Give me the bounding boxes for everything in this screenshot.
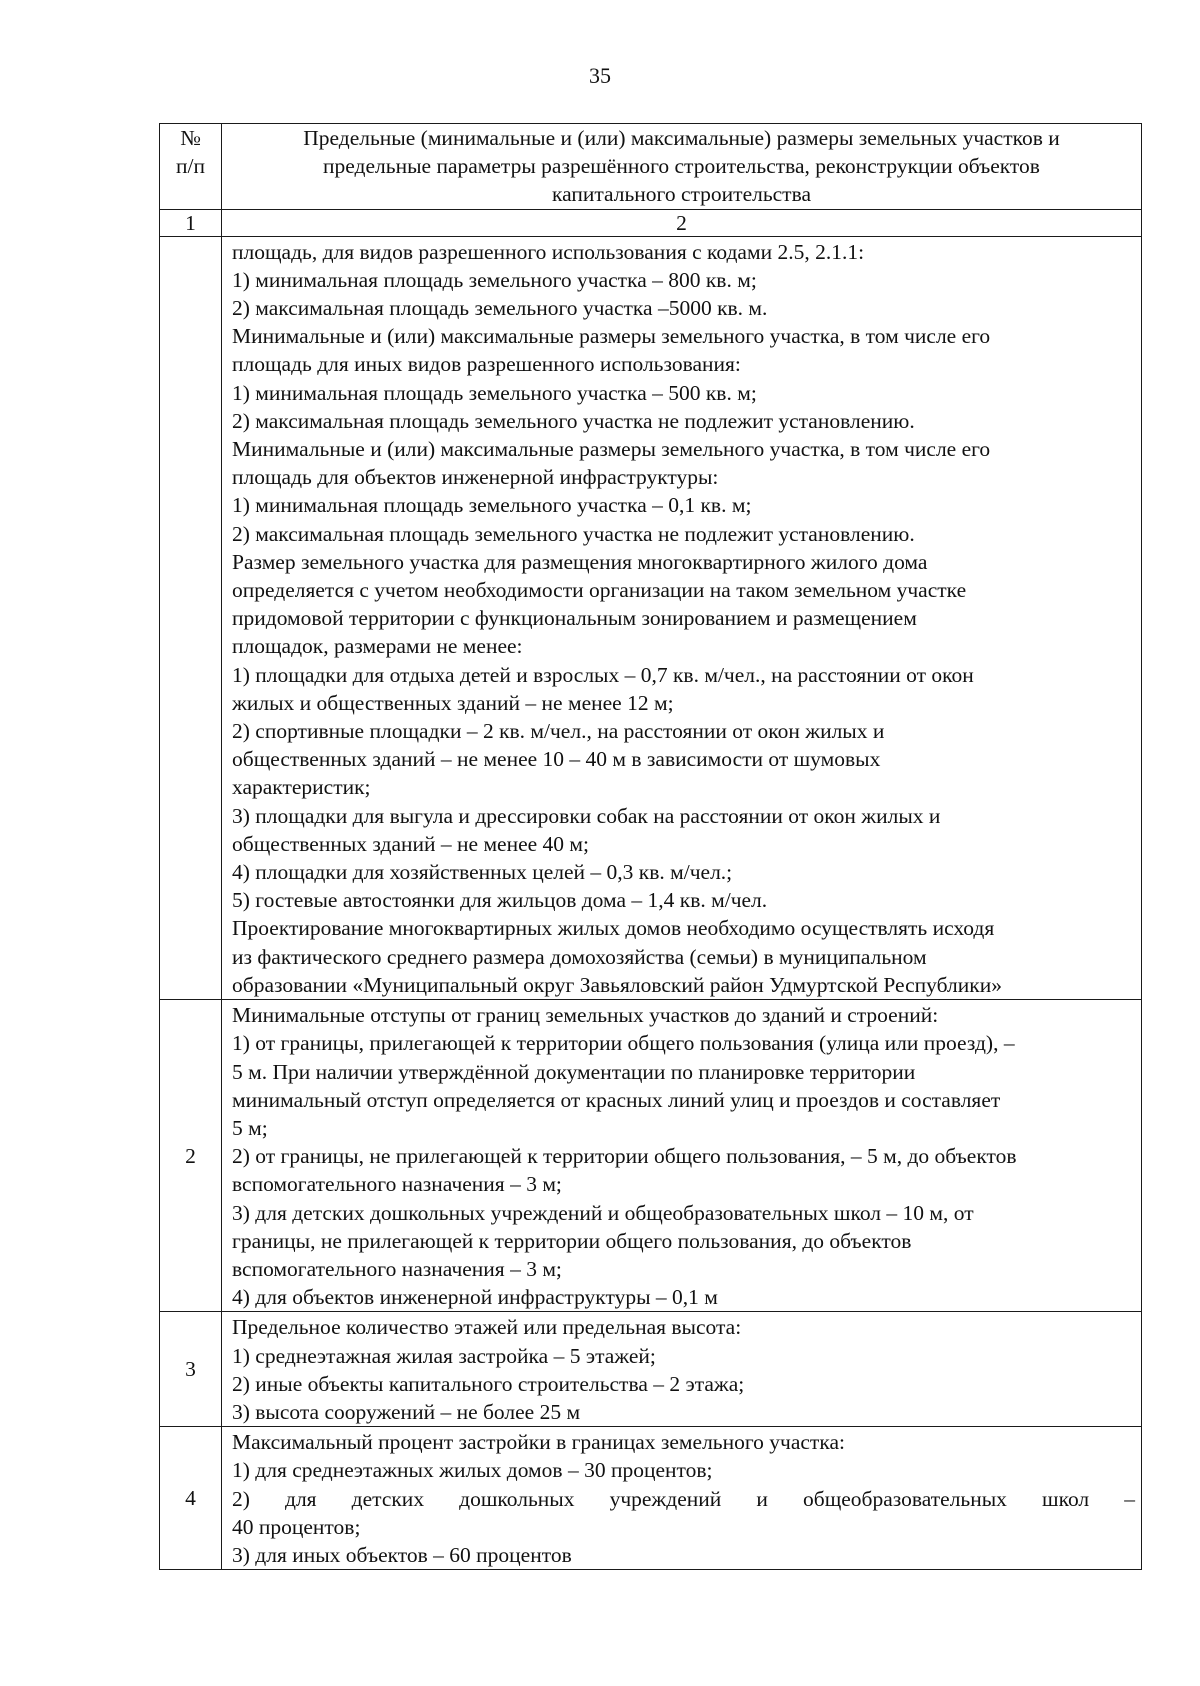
column-index-1: 1 (160, 209, 222, 236)
content-line: Проектирование многоквартирных жилых домов необходимо осуществлять исходя (232, 916, 995, 941)
row-content-cell (222, 1000, 1142, 1312)
content-line: 5 м; (232, 1115, 268, 1140)
content-line: Минимальные отступы от границ земельных участков до зданий и строений: (232, 1003, 939, 1028)
content-line: 3) для детских дошкольных учреждений и общеобразовательных школ – 10 м, от (232, 1200, 974, 1225)
content-line: Минимальные и (или) максимальные размеры земельного участка, в том числе его (232, 437, 991, 462)
row-number-cell: 3 (160, 1312, 222, 1427)
content-line: 1) минимальная площадь земельного участка – 0,1 кв. м; (232, 493, 752, 518)
content-line: 2) максимальная площадь земельного участка не подлежит установлению. (232, 521, 915, 546)
content-line: 4) площадки для хозяйственных целей – 0,3 кв. м/чел.; (232, 860, 733, 885)
content-line: 5) гостевые автостоянки для жильцов дома – 1,4 кв. м/чел. (232, 888, 768, 913)
table-row (160, 236, 1142, 999)
header-title-line: Предельные (минимальные и (или) максимальные) размеры земельных участков и (303, 126, 1060, 150)
content-line: 1) минимальная площадь земельного участка – 500 кв. м; (232, 380, 757, 405)
content-line: 3) высота сооружений – не более 25 м (232, 1399, 581, 1424)
content-line: из фактического среднего размера домохозяйства (семьи) в муниципальном (232, 944, 927, 969)
row-number-cell: 4 (160, 1427, 222, 1570)
content-line: минимальный отступ определяется от красных линий улиц и проездов и составляет (232, 1087, 1001, 1112)
content-line: Предельное количество этажей или предельная высота: (232, 1315, 742, 1340)
content-line: 1) минимальная площадь земельного участка – 800 кв. м; (232, 267, 757, 292)
content-line: 1) среднеэтажная жилая застройка – 5 этажей; (232, 1343, 656, 1368)
table-header-row (160, 124, 1142, 210)
regulations-table (159, 123, 1142, 1570)
content-line: образовании «Муниципальный округ Завьяловский район Удмуртской Республики» (232, 972, 1002, 997)
content-line: Максимальный процент застройки в границах земельного участка: (232, 1430, 845, 1455)
content-line: Размер земельного участка для размещения многоквартирного жилого дома (232, 549, 928, 574)
content-line: 1) площадки для отдыха детей и взрослых – 0,7 кв. м/чел., на расстоянии от окон (232, 662, 974, 687)
row-content-cell (222, 236, 1142, 999)
content-line: 3) площадки для выгула и дрессировки собак на расстоянии от окон жилых и (232, 803, 941, 828)
row-content-cell (222, 1427, 1142, 1570)
content-line: 2) от границы, не прилегающей к территории общего пользования, – 5 м, до объектов (232, 1144, 1017, 1169)
content-line: 4) для объектов инженерной инфраструктуры – 0,1 м (232, 1285, 718, 1310)
row-content-cell (222, 1312, 1142, 1427)
content-line: 3) для иных объектов – 60 процентов (232, 1542, 572, 1567)
table-body (160, 236, 1142, 1570)
content-line: общественных зданий – не менее 40 м; (232, 831, 590, 856)
table-row (160, 1312, 1142, 1427)
content-line: 5 м. При наличии утверждённой документации по планировке территории (232, 1059, 916, 1084)
header-number-cell (160, 124, 222, 210)
header-number-sublabel: п/п (176, 154, 205, 179)
column-index-row (160, 209, 1142, 236)
content-line: границы, не прилегающей к территории общего пользования, до объектов (232, 1228, 912, 1253)
content-line: вспомогательного назначения – 3 м; (232, 1172, 562, 1197)
content-line: определяется с учетом необходимости организации на таком земельном участке (232, 578, 967, 603)
content-line: 1) для среднеэтажных жилых домов – 30 процентов; (232, 1458, 713, 1483)
content-line: 2) максимальная площадь земельного участка не подлежит установлению. (232, 408, 915, 433)
content-line: 2) иные объекты капитального строительства – 2 этажа; (232, 1371, 745, 1396)
content-line: характеристик; (232, 775, 371, 800)
page-number: 35 (589, 63, 611, 88)
content-line: Минимальные и (или) максимальные размеры земельного участка, в том числе его (232, 324, 991, 349)
header-title-cell (222, 124, 1142, 210)
content-line: общественных зданий – не менее 10 – 40 м в зависимости от шумовых (232, 747, 881, 772)
table-row (160, 1000, 1142, 1312)
header-number-label: № (180, 126, 201, 150)
header-title-line: капитального строительства (551, 182, 811, 207)
row-number-cell (160, 236, 222, 999)
column-index-2: 2 (222, 209, 1142, 236)
header-title-line: предельные параметры разрешённого строительства, реконструкции объектов (323, 154, 1040, 179)
content-line: 2) максимальная площадь земельного участка –5000 кв. м. (232, 296, 768, 321)
content-line: 2) для детских дошкольных учреждений и общеобразовательных школ – (232, 1486, 1135, 1511)
content-line: площадок, размерами не менее: (232, 634, 523, 659)
table-row (160, 1427, 1142, 1570)
content-line: 1) от границы, прилегающей к территории общего пользования (улица или проезд), – (232, 1031, 1015, 1056)
content-line: вспомогательного назначения – 3 м; (232, 1256, 562, 1281)
content-line: придомовой территории с функциональным зонированием и размещением (232, 606, 917, 631)
content-line: 2) спортивные площадки – 2 кв. м/чел., на расстоянии от окон жилых и (232, 719, 885, 744)
content-line: площадь для иных видов разрешенного использования: (232, 352, 741, 377)
content-line: 40 процентов; (232, 1514, 361, 1539)
content-line: площадь для объектов инженерной инфраструктуры: (232, 465, 719, 490)
row-number-cell: 2 (160, 1000, 222, 1312)
content-line: жилых и общественных зданий – не менее 12 м; (232, 690, 674, 715)
content-line: площадь, для видов разрешенного использования с кодами 2.5, 2.1.1: (232, 239, 865, 264)
